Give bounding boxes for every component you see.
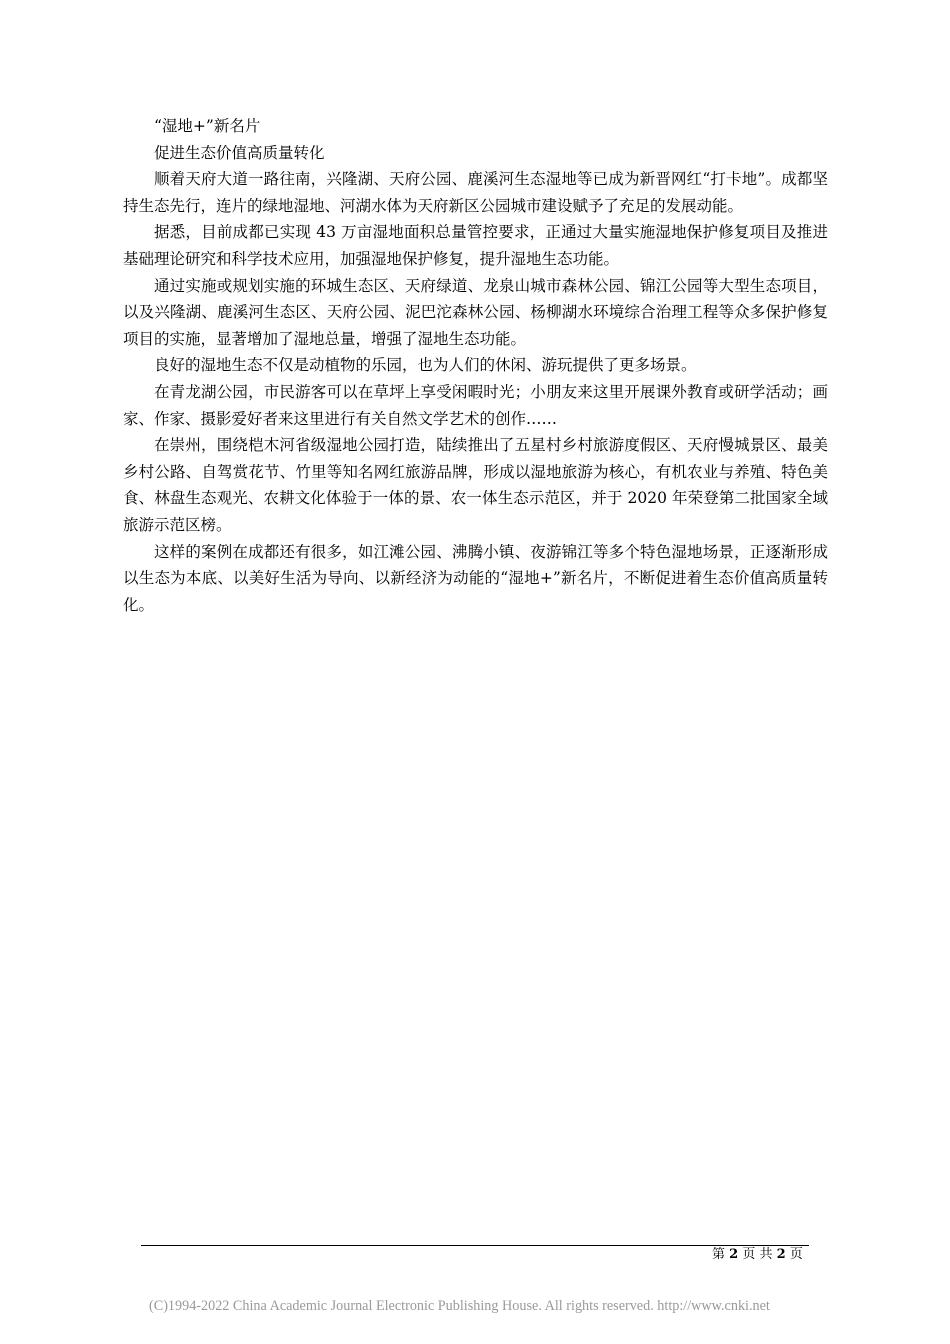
page-middle: 页 共: [742, 1247, 773, 1262]
section-subtitle: “湿地+”新名片: [154, 117, 261, 135]
paragraph: 这样的案例在成都还有很多，如江滩公园、沸腾小镇、夜游锦江等多个特色湿地场景，正逐渐形成以生态为本底、以美好生活为导向、以新经济为动能的“湿地+”新名片，不断促进着生态价值高质量转化。: [123, 542, 828, 614]
paragraph: 良好的湿地生态不仅是动植物的乐园，也为人们的休闲、游玩提供了更多场景。: [154, 356, 697, 375]
section-subtitle-secondary: 促进生态价值高质量转化: [154, 143, 325, 162]
paragraph: 在崇州，围绕桤木河省级湿地公园打造，陆续推出了五星村乡村旅游度假区、天府慢城景区、最美乡村公路、自驾赏花节、竹里等知名网红旅游品牌，形成以湿地旅游为核心，有机农业与养殖、特色美食、林盘生态观光、农耕文化体验于一体的景、农一体生态示范区，并于 2020 年荣登第二批国家全域旅游示范区榜。: [123, 436, 828, 534]
page-total: 2: [776, 1247, 786, 1262]
page-current: 2: [729, 1247, 739, 1262]
footer-divider: [141, 1245, 809, 1246]
page-suffix: 页: [789, 1247, 803, 1262]
paragraph: 顺着天府大道一路往南，兴隆湖、天府公园、鹿溪河生态湿地等已成为新晋网红“打卡地”。成都坚持生态先行，连片的绿地湿地、河湖水体为天府新区公园城市建设赋予了充足的发展动能。: [123, 170, 828, 215]
article-body: [123, 113, 828, 618]
paragraph: 通过实施或规划实施的环城生态区、天府绿道、龙泉山城市森林公园、锦江公园等大型生态项目，以及兴隆湖、鹿溪河生态区、天府公园、泥巴沱森林公园、杨柳湖水环境综合治理工程等众多保护修复项目的实施，显著增加了湿地总量，增强了湿地生态功能。: [123, 276, 828, 348]
page-number: [712, 1246, 803, 1264]
paragraph: 据悉，目前成都已实现 43 万亩湿地面积总量管控要求，正通过大量实施湿地保护修复项目及推进基础理论研究和科学技术应用，加强湿地保护修复，提升湿地生态功能。: [123, 223, 828, 268]
paragraph: 在青龙湖公园，市民游客可以在草坪上享受闲暇时光；小朋友来这里开展课外教育或研学活动；画家、作家、摄影爱好者来这里进行有关自然文学艺术的创作……: [123, 382, 828, 428]
page-prefix: 第: [712, 1247, 726, 1262]
copyright-notice: (C)1994-2022 China Academic Journal Electronic Publishing House. All rights reserved. http://www.cnki.net: [149, 1298, 770, 1314]
